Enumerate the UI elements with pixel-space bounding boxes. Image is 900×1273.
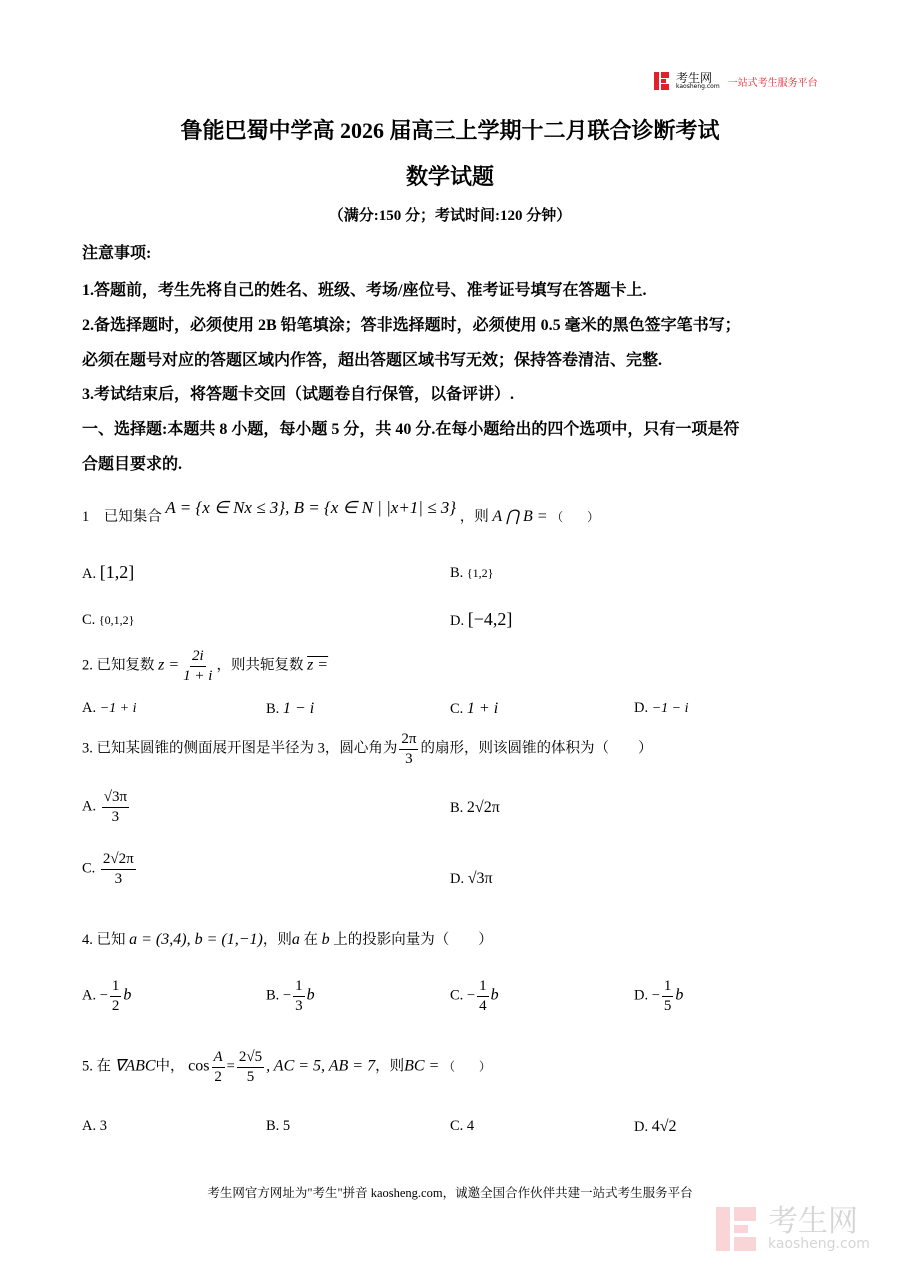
q2-options-7: −1 − i xyxy=(651,701,689,716)
q4-options-0-den: 2 xyxy=(111,997,120,1014)
q4-math: a = (3,4), b = (1,−1) xyxy=(129,931,263,948)
q1-options-5: {0,1,2} xyxy=(98,613,135,627)
footer-text: 考生网官方网址为"考生"拼音 kaosheng.com，诚邀全国合作伙伴共建一站式考生服务平台 xyxy=(207,1186,693,1200)
q3-option-b[interactable] xyxy=(450,799,500,817)
q2-option-d[interactable] xyxy=(634,700,689,717)
q5-mid: 中， xyxy=(155,1058,185,1075)
q4-b: b xyxy=(321,931,330,948)
q4-vec: b xyxy=(123,986,132,1004)
q5-eq: = xyxy=(226,1058,235,1075)
q4-options-2-den: 4 xyxy=(479,997,487,1014)
q4-num: 1 xyxy=(110,977,122,997)
q4-mid: 在 xyxy=(303,932,318,948)
q5-num2: 2√5 xyxy=(237,1048,264,1068)
section-heading-cont: 合题目要求的. xyxy=(82,456,183,473)
q5-options-4: 4√2 xyxy=(651,1118,677,1135)
question-1 xyxy=(82,498,600,526)
fraction xyxy=(293,977,305,1016)
q4-num: 1 xyxy=(293,977,305,997)
q4-option-c[interactable] xyxy=(450,977,499,1016)
fraction xyxy=(662,977,674,1016)
notes-heading: 注意事项: xyxy=(82,245,152,262)
q4-options-3-den: 5 xyxy=(663,997,672,1014)
q1-option-c[interactable] xyxy=(82,612,134,629)
q3-options-1-value: 2√2π xyxy=(466,799,500,816)
q5-tail: ，则 xyxy=(375,1058,405,1075)
section-heading: 一、选择题:本题共 8 小题，每小题 5 分，共 40 分.在每小题给出的四个选项中，只有一项是符 xyxy=(82,421,740,438)
q4-option-b[interactable] xyxy=(266,977,315,1016)
q2-option-b[interactable] xyxy=(266,700,314,718)
q5-option-b[interactable]: B. 5 xyxy=(266,1118,291,1134)
q1-stem: 1 已知集合 xyxy=(82,509,162,525)
q2-option-a[interactable] xyxy=(82,700,137,717)
q1-option-b[interactable] xyxy=(450,565,493,582)
q2-den: 1 + i xyxy=(183,667,213,684)
q4-minus: − xyxy=(651,987,660,1004)
fraction xyxy=(399,730,418,769)
logo-name: 考生网 xyxy=(768,1204,858,1239)
subject-title: 数学试题 xyxy=(405,164,494,189)
q4-vec: b xyxy=(490,986,499,1004)
fraction xyxy=(181,647,214,686)
q3-options-0-den: 3 xyxy=(111,808,120,825)
q1-options-0: A. xyxy=(82,566,97,582)
q1-option-d[interactable] xyxy=(450,609,512,630)
question-4 xyxy=(82,928,493,949)
q4-minus: − xyxy=(99,987,108,1004)
kaosheng-watermark xyxy=(716,1204,870,1252)
q2-tail: ，则共轭复数 xyxy=(216,657,304,674)
q3-options-0-label: A. xyxy=(82,798,97,815)
fraction xyxy=(212,1048,225,1087)
q5-rest: , AC = 5, AB = 7 xyxy=(266,1057,376,1075)
q2-option-c[interactable] xyxy=(450,700,498,718)
fraction xyxy=(110,977,122,1016)
q4-tail: ，则 xyxy=(262,932,292,948)
q4-num: 1 xyxy=(477,977,489,997)
q4-options-1-den: 3 xyxy=(295,997,303,1014)
logo-name: 考生网 xyxy=(676,71,713,85)
q5-den1: 2 xyxy=(214,1068,222,1085)
logo-slogan: 一站式考生服务平台 xyxy=(727,77,818,89)
q1-options-6: D. xyxy=(450,613,465,629)
fraction xyxy=(102,788,129,827)
q5-paren: （ ） xyxy=(442,1059,491,1074)
q2-conj: z = xyxy=(307,656,329,674)
q3-options-2-label: C. xyxy=(82,860,96,877)
q1-option-a[interactable] xyxy=(82,562,134,583)
q3-option-c[interactable] xyxy=(82,850,138,889)
q5-options-3: D. xyxy=(634,1119,649,1135)
q1-tail: ，则 xyxy=(459,509,489,525)
fraction xyxy=(101,850,136,889)
q2-stem: 2. 已知复数 xyxy=(82,657,155,674)
q2-options-1: −1 + i xyxy=(99,701,137,716)
q2-lhs: z = xyxy=(158,656,180,674)
question-3 xyxy=(82,730,652,769)
q4-option-d[interactable] xyxy=(634,977,683,1016)
q4-options-3-label: D. xyxy=(634,987,649,1004)
q4-options-2-label: C. xyxy=(450,987,464,1004)
q5-option-a[interactable]: A. 3 xyxy=(82,1118,107,1134)
question-5 xyxy=(82,1048,491,1087)
kaosheng-logo xyxy=(654,72,818,90)
note-item: 必须在题号对应的答题区域内作答，超出答题区域书写无效；保持答卷清洁、完整. xyxy=(82,352,663,369)
q5-option-d[interactable] xyxy=(634,1118,677,1136)
q3-options-3-value: √3π xyxy=(467,870,493,887)
q5-option-c[interactable]: C. 4 xyxy=(450,1118,475,1134)
q4-minus: − xyxy=(282,987,292,1004)
q1-options-7: [−4,2] xyxy=(467,609,513,629)
logo-mark-icon xyxy=(654,72,670,90)
q3-den: 3 xyxy=(405,750,413,767)
logo-domain: kaosheng.com xyxy=(768,1236,870,1252)
q3-option-d[interactable] xyxy=(450,870,493,888)
q5-tri: ∇ABC xyxy=(114,1057,156,1075)
q4-options-0-label: A. xyxy=(82,987,97,1004)
q1-options-4: C. xyxy=(82,612,96,628)
q3-options-1-label: B. xyxy=(450,800,464,816)
q2-options-6: D. xyxy=(634,700,649,716)
question-2 xyxy=(82,647,328,686)
q3-options-2-den: 3 xyxy=(114,870,123,887)
q4-vec: b xyxy=(675,986,684,1004)
note-item: 2.备选择题时，必须使用 2B 铅笔填涂；答非选择题时，必须使用 0.5 毫米的黑色签字笔书写； xyxy=(82,317,741,334)
watermark-logo-icon xyxy=(716,1207,760,1251)
page-title: 鲁能巴蜀中学高 2026 届高三上学期十二月联合诊断考试 xyxy=(180,118,720,143)
q1-options-2: B. xyxy=(450,565,464,581)
q3-option-a[interactable] xyxy=(82,788,131,827)
q5-bc: BC = xyxy=(404,1057,440,1075)
q4-minus: − xyxy=(466,987,476,1004)
q2-num: 2i xyxy=(190,647,206,667)
q4-a: a xyxy=(291,931,300,948)
q3-stem: 3. 已知某圆锥的侧面展开图是半径为 3，圆心角为 xyxy=(82,740,398,757)
note-item: 3.考试结束后，将答题卡交回（试题卷自行保管，以备评讲）. xyxy=(82,386,515,403)
q4-num: 1 xyxy=(662,977,674,997)
q3-options-0-num: √3π xyxy=(102,788,129,808)
q3-num: 2π xyxy=(399,730,418,750)
q3-options-3-label: D. xyxy=(450,871,465,887)
q1-paren: （ ） xyxy=(551,510,600,524)
q4-vec: b xyxy=(306,986,315,1004)
q2-options-0: A. xyxy=(82,700,97,716)
fraction xyxy=(477,977,489,1016)
q5-num1: A xyxy=(212,1048,225,1068)
q1-options-1: [1,2] xyxy=(99,562,135,582)
q1-options-3: {1,2} xyxy=(466,566,494,580)
q3-options-2-num: 2√2π xyxy=(101,850,136,870)
logo-domain: kaosheng.com xyxy=(676,83,720,90)
q3-tail: 的扇形，则该圆锥的体积为（ ） xyxy=(420,740,653,757)
q4-stem: 4. 已知 xyxy=(82,932,126,948)
q5-stem: 5. 在 xyxy=(82,1058,111,1075)
q2-options-4: C. xyxy=(450,701,464,717)
q2-options-3: 1 − i xyxy=(282,700,315,717)
exam-meta: （满分:150 分；考试时间:120 分钟） xyxy=(328,208,572,224)
q2-options-5: 1 + i xyxy=(466,700,499,717)
q5-den2: 5 xyxy=(246,1068,255,1085)
q1-math: A = {x ∈ Nx ≤ 3}, B = {x ∈ N | |x+1| ≤ 3} xyxy=(165,498,457,517)
q1-math2: A ⋂ B = xyxy=(492,508,548,525)
q2-options-2: B. xyxy=(266,701,280,717)
q4-option-a[interactable] xyxy=(82,977,131,1016)
q5-cos: cos xyxy=(188,1057,210,1075)
q4-tail2: 上的投影向量为（ ） xyxy=(333,932,493,948)
note-item: 1.答题前，考生先将自己的姓名、班级、考场/座位号、准考证号填写在答题卡上. xyxy=(82,282,647,299)
fraction xyxy=(237,1048,264,1087)
q4-options-1-label: B. xyxy=(266,987,280,1004)
